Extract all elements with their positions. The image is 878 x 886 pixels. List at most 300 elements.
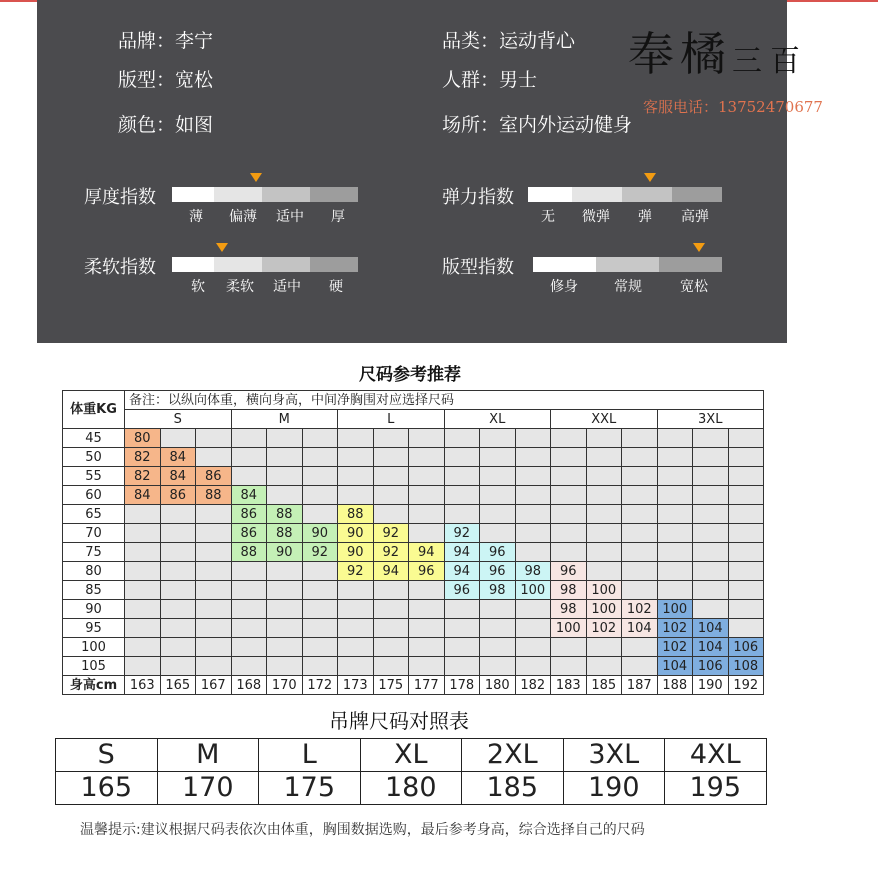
chest-cell: [267, 600, 303, 619]
chest-cell: [267, 429, 303, 448]
height-cell: 163: [125, 676, 161, 695]
chest-cell: [409, 467, 445, 486]
chest-cell: [551, 524, 587, 543]
height-cell: 192: [728, 676, 764, 695]
chest-cell: [657, 505, 693, 524]
chest-cell: [657, 448, 693, 467]
weight-header: 体重KG: [63, 391, 125, 429]
chest-cell: [622, 448, 658, 467]
chest-cell: [231, 581, 267, 600]
tick-high-stretch: 高弹: [681, 209, 709, 225]
chest-cell: [231, 467, 267, 486]
chest-cell: [622, 429, 658, 448]
chest-cell: [160, 600, 196, 619]
chest-cell: [515, 505, 551, 524]
chest-cell: [302, 600, 338, 619]
chest-cell: [267, 638, 303, 657]
chest-cell: [196, 581, 232, 600]
chest-cell: [338, 657, 374, 676]
chest-cell: 98: [551, 600, 587, 619]
chest-cell: 88: [231, 543, 267, 562]
chest-cell: 104: [657, 657, 693, 676]
chest-cell: 88: [196, 486, 232, 505]
tag-height-cell: 190: [563, 772, 665, 805]
tick-thick: 厚: [331, 209, 345, 225]
tick-softer: 柔软: [226, 279, 254, 295]
chest-cell: 88: [338, 505, 374, 524]
chest-cell: [160, 429, 196, 448]
chest-cell: 106: [728, 638, 764, 657]
chest-cell: 84: [231, 486, 267, 505]
chest-cell: [515, 619, 551, 638]
weight-cell: 75: [63, 543, 125, 562]
tick-none: 无: [541, 209, 555, 225]
weight-cell: 45: [63, 429, 125, 448]
chest-cell: 92: [373, 543, 409, 562]
chest-cell: 100: [657, 600, 693, 619]
tick-slightly-thin: 偏薄: [229, 209, 257, 225]
height-cell: 188: [657, 676, 693, 695]
chest-cell: [160, 657, 196, 676]
tick-loose: 宽松: [680, 279, 708, 295]
chest-cell: [125, 543, 161, 562]
chest-cell: 100: [586, 600, 622, 619]
chest-cell: 90: [338, 524, 374, 543]
chest-cell: 106: [693, 657, 729, 676]
chest-cell: [160, 524, 196, 543]
index-label-softness: 柔软指数: [84, 257, 156, 278]
chest-cell: [302, 486, 338, 505]
table-row: [63, 524, 764, 543]
chest-cell: [444, 486, 480, 505]
weight-cell: 100: [63, 638, 125, 657]
chest-cell: [373, 486, 409, 505]
index-label-elasticity: 弹力指数: [442, 187, 514, 208]
attr-fit: 版型：宽松: [118, 69, 214, 91]
chest-cell: [231, 638, 267, 657]
chest-cell: [622, 467, 658, 486]
chest-cell: 102: [657, 619, 693, 638]
chest-cell: 94: [373, 562, 409, 581]
size-column-header: L: [338, 410, 445, 429]
footer-tip: 温馨提示:建议根据尺码表依次由体重，胸围数据选购，最后参考身高，综合选择自己的尺码: [80, 822, 645, 838]
chest-cell: 92: [302, 543, 338, 562]
chest-cell: [480, 638, 516, 657]
chest-cell: [693, 524, 729, 543]
table-row: [63, 429, 764, 448]
chest-cell: [409, 581, 445, 600]
tick-regular: 常规: [614, 279, 642, 295]
chest-cell: [231, 429, 267, 448]
size-column-header: 3XL: [657, 410, 764, 429]
chest-cell: 94: [409, 543, 445, 562]
chest-cell: [586, 638, 622, 657]
chest-cell: [586, 543, 622, 562]
chest-cell: [657, 543, 693, 562]
chest-cell: [480, 505, 516, 524]
chest-cell: 108: [728, 657, 764, 676]
index-bar-thickness: [172, 187, 358, 202]
chest-cell: [409, 429, 445, 448]
chest-cell: [515, 543, 551, 562]
chest-cell: [302, 467, 338, 486]
chest-cell: [515, 638, 551, 657]
chest-cell: [302, 562, 338, 581]
size-column-header: XXL: [551, 410, 658, 429]
chest-cell: [586, 524, 622, 543]
chest-cell: 82: [125, 448, 161, 467]
chest-cell: [444, 429, 480, 448]
table-row: [63, 562, 764, 581]
chest-cell: [622, 657, 658, 676]
chest-cell: 84: [160, 467, 196, 486]
tick-slim: 修身: [550, 279, 578, 295]
chest-cell: [267, 562, 303, 581]
height-cell: 177: [409, 676, 445, 695]
chest-cell: [444, 448, 480, 467]
chest-cell: [728, 524, 764, 543]
chest-cell: [409, 448, 445, 467]
index-bar-softness: [172, 257, 358, 272]
chest-cell: 84: [160, 448, 196, 467]
chest-cell: [373, 448, 409, 467]
chest-cell: 102: [657, 638, 693, 657]
chest-cell: [267, 467, 303, 486]
chest-cell: [125, 562, 161, 581]
chest-cell: [160, 543, 196, 562]
chest-cell: 94: [444, 543, 480, 562]
chest-cell: [622, 486, 658, 505]
height-cell: 187: [622, 676, 658, 695]
chest-cell: [693, 467, 729, 486]
attr-venue: 场所：室内外运动健身: [442, 114, 633, 136]
chest-cell: [657, 429, 693, 448]
chest-cell: [302, 657, 338, 676]
chest-cell: 104: [622, 619, 658, 638]
attr-color: 颜色：如图: [118, 114, 214, 136]
chest-cell: [196, 429, 232, 448]
chest-cell: 92: [444, 524, 480, 543]
tag-height-cell: 180: [360, 772, 462, 805]
chest-cell: [302, 429, 338, 448]
index-label-thickness: 厚度指数: [84, 187, 156, 208]
chest-cell: [160, 581, 196, 600]
height-cell: 180: [480, 676, 516, 695]
size-column-header: XL: [444, 410, 551, 429]
height-cell: 190: [693, 676, 729, 695]
chest-cell: [515, 467, 551, 486]
index-bar-elasticity: [528, 187, 722, 202]
chest-cell: 92: [373, 524, 409, 543]
table-row: [63, 619, 764, 638]
chest-cell: [515, 657, 551, 676]
chest-cell: [551, 486, 587, 505]
height-cell: 165: [160, 676, 196, 695]
chest-cell: 104: [693, 619, 729, 638]
chest-cell: 100: [515, 581, 551, 600]
tick-stretch: 弹: [638, 209, 652, 225]
chest-cell: [231, 657, 267, 676]
chest-cell: 96: [480, 543, 516, 562]
chest-cell: [693, 486, 729, 505]
chest-cell: [622, 505, 658, 524]
chest-cell: [586, 505, 622, 524]
chest-cell: [728, 429, 764, 448]
chest-cell: [231, 619, 267, 638]
chest-cell: 86: [231, 505, 267, 524]
chest-cell: [196, 524, 232, 543]
chest-cell: [231, 562, 267, 581]
chest-cell: 98: [480, 581, 516, 600]
tick-hard: 硬: [329, 279, 343, 295]
chest-cell: 86: [231, 524, 267, 543]
chest-cell: [444, 467, 480, 486]
tag-table-title: 吊牌尺码对照表: [329, 709, 469, 733]
chest-cell: [480, 600, 516, 619]
chest-cell: [160, 562, 196, 581]
chest-cell: [196, 562, 232, 581]
attr-category: 品类：运动背心: [442, 30, 576, 52]
chest-cell: [515, 486, 551, 505]
recommend-note: 备注：以纵向体重，横向身高，中间净胸围对应选择尺码: [125, 391, 764, 410]
chest-cell: [196, 638, 232, 657]
table-row: [63, 657, 764, 676]
chest-cell: 90: [338, 543, 374, 562]
weight-cell: 70: [63, 524, 125, 543]
chest-cell: 100: [551, 619, 587, 638]
chest-cell: [338, 638, 374, 657]
index-marker-elasticity: [644, 173, 656, 182]
chest-cell: [125, 581, 161, 600]
chest-cell: 92: [338, 562, 374, 581]
size-column-header: S: [125, 410, 232, 429]
chest-cell: [409, 505, 445, 524]
chest-cell: [657, 467, 693, 486]
chest-cell: [551, 657, 587, 676]
chest-cell: [586, 448, 622, 467]
tick-slight-stretch: 微弹: [582, 209, 610, 225]
chest-cell: [373, 638, 409, 657]
tick-medium-soft: 适中: [273, 279, 301, 295]
table-row: [63, 543, 764, 562]
chest-cell: [480, 448, 516, 467]
chest-cell: [657, 581, 693, 600]
chest-cell: [196, 505, 232, 524]
tag-height-cell: 195: [665, 772, 767, 805]
chest-cell: [196, 657, 232, 676]
weight-cell: 65: [63, 505, 125, 524]
tag-height-cell: 170: [157, 772, 259, 805]
chest-cell: [267, 581, 303, 600]
chest-cell: 90: [302, 524, 338, 543]
weight-cell: 60: [63, 486, 125, 505]
chest-cell: [586, 562, 622, 581]
chest-cell: [728, 600, 764, 619]
chest-cell: [125, 524, 161, 543]
chest-cell: 88: [267, 505, 303, 524]
tag-size-cell: L: [259, 739, 361, 772]
height-cell: 170: [267, 676, 303, 695]
chest-cell: [728, 448, 764, 467]
chest-cell: [373, 657, 409, 676]
size-recommend-table: [62, 390, 764, 695]
chest-cell: [444, 600, 480, 619]
table-row: [63, 581, 764, 600]
tag-size-cell: 2XL: [462, 739, 564, 772]
weight-cell: 90: [63, 600, 125, 619]
chest-cell: [302, 638, 338, 657]
chest-cell: 100: [586, 581, 622, 600]
chest-cell: [693, 600, 729, 619]
chest-cell: [728, 562, 764, 581]
index-marker-softness: [216, 243, 228, 252]
chest-cell: [622, 524, 658, 543]
chest-cell: 86: [160, 486, 196, 505]
chest-cell: [338, 467, 374, 486]
chest-cell: 96: [480, 562, 516, 581]
chest-cell: [125, 505, 161, 524]
chest-cell: [302, 581, 338, 600]
table-row: [63, 467, 764, 486]
height-cell: 173: [338, 676, 374, 695]
chest-cell: 96: [409, 562, 445, 581]
recommend-title: 尺码参考推荐: [359, 365, 461, 385]
chest-cell: [586, 657, 622, 676]
service-phone: 客服电话：13752470677: [643, 98, 823, 116]
chest-cell: 82: [125, 467, 161, 486]
height-cell: 182: [515, 676, 551, 695]
chest-cell: [267, 657, 303, 676]
weight-cell: 95: [63, 619, 125, 638]
chest-cell: [409, 657, 445, 676]
chest-cell: [693, 581, 729, 600]
chest-cell: [373, 600, 409, 619]
chest-cell: [480, 619, 516, 638]
tick-soft: 软: [191, 279, 205, 295]
chest-cell: [160, 505, 196, 524]
tag-size-table: [55, 738, 767, 805]
chest-cell: [125, 619, 161, 638]
attr-brand: 品牌：李宁: [118, 30, 214, 52]
height-header: 身高cm: [63, 676, 125, 695]
index-label-fit: 版型指数: [442, 257, 514, 278]
chest-cell: [551, 638, 587, 657]
tag-height-cell: 175: [259, 772, 361, 805]
chest-cell: [160, 638, 196, 657]
chest-cell: [657, 486, 693, 505]
chest-cell: [373, 467, 409, 486]
size-column-header: M: [231, 410, 338, 429]
table-row: [63, 448, 764, 467]
chest-cell: [338, 600, 374, 619]
chest-cell: [196, 543, 232, 562]
chest-cell: [728, 619, 764, 638]
chest-cell: [196, 600, 232, 619]
chest-cell: [728, 581, 764, 600]
chest-cell: [551, 448, 587, 467]
chest-cell: [622, 581, 658, 600]
chest-cell: [693, 448, 729, 467]
chest-cell: [444, 505, 480, 524]
brand-logo: 奉橘三百: [628, 27, 808, 81]
chest-cell: [693, 562, 729, 581]
chest-cell: [338, 486, 374, 505]
chest-cell: [515, 524, 551, 543]
chest-cell: [728, 543, 764, 562]
chest-cell: 104: [693, 638, 729, 657]
chest-cell: [196, 448, 232, 467]
chest-cell: [586, 467, 622, 486]
attr-audience: 人群：男士: [442, 69, 538, 91]
height-cell: 175: [373, 676, 409, 695]
chest-cell: [338, 581, 374, 600]
chest-cell: [693, 543, 729, 562]
index-marker-fit: [693, 243, 705, 252]
chest-cell: [657, 524, 693, 543]
chest-cell: 80: [125, 429, 161, 448]
chest-cell: [196, 619, 232, 638]
chest-cell: [373, 429, 409, 448]
chest-cell: [231, 600, 267, 619]
chest-cell: [409, 524, 445, 543]
chest-cell: [125, 657, 161, 676]
chest-cell: [444, 657, 480, 676]
chest-cell: [622, 543, 658, 562]
table-row: [63, 505, 764, 524]
chest-cell: [338, 619, 374, 638]
height-cell: 172: [302, 676, 338, 695]
chest-cell: [302, 505, 338, 524]
chest-cell: [480, 486, 516, 505]
chest-cell: [728, 505, 764, 524]
chest-cell: [302, 619, 338, 638]
chest-cell: [444, 638, 480, 657]
chest-cell: [551, 429, 587, 448]
tag-size-cell: M: [157, 739, 259, 772]
tag-size-cell: 3XL: [563, 739, 665, 772]
height-cell: 168: [231, 676, 267, 695]
chest-cell: [515, 429, 551, 448]
chest-cell: 96: [444, 581, 480, 600]
chest-cell: [693, 505, 729, 524]
chest-cell: [480, 657, 516, 676]
chest-cell: 94: [444, 562, 480, 581]
chest-cell: [551, 505, 587, 524]
chest-cell: [125, 638, 161, 657]
tick-medium: 适中: [276, 209, 304, 225]
height-cell: 185: [586, 676, 622, 695]
chest-cell: [338, 429, 374, 448]
chest-cell: [693, 429, 729, 448]
chest-cell: 84: [125, 486, 161, 505]
chest-cell: [267, 486, 303, 505]
chest-cell: [551, 543, 587, 562]
tag-height-cell: 165: [56, 772, 158, 805]
tick-thin: 薄: [189, 209, 203, 225]
chest-cell: 102: [622, 600, 658, 619]
chest-cell: [409, 486, 445, 505]
chest-cell: [373, 505, 409, 524]
index-marker-thickness: [250, 173, 262, 182]
tag-size-cell: S: [56, 739, 158, 772]
chest-cell: [515, 448, 551, 467]
weight-cell: 80: [63, 562, 125, 581]
tag-size-cell: XL: [360, 739, 462, 772]
chest-cell: 86: [196, 467, 232, 486]
tag-size-cell: 4XL: [665, 739, 767, 772]
tag-height-cell: 185: [462, 772, 564, 805]
chest-cell: [480, 467, 516, 486]
